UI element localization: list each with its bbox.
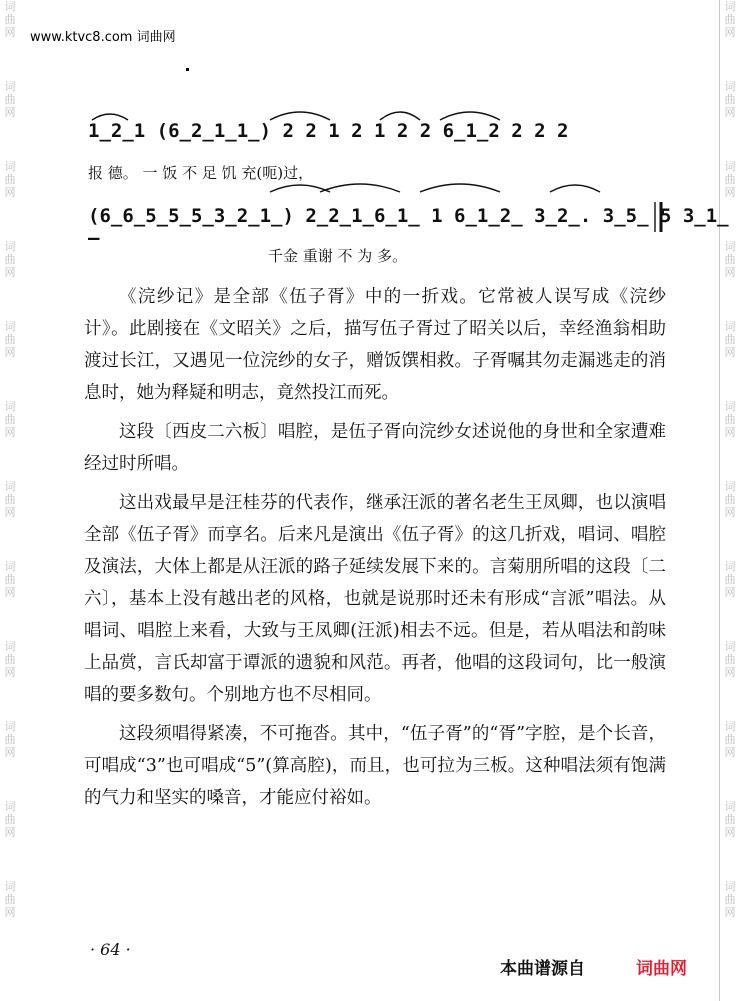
source-label: 本曲谱源自 <box>500 959 585 979</box>
watermark-text: 词曲网 <box>4 480 16 519</box>
score-line-2-notes: (6̲6̲5̲5̲5̲3̲2̲1̲) 2̲2̲1̲6̲1̲ 1 6̲1̲2̲ 3̲2̲. 3̲5̲ 5 3̲1̲ – <box>88 205 729 249</box>
music-score <box>0 0 740 280</box>
watermark-text: 词曲网 <box>4 240 16 279</box>
watermark-text: 词曲网 <box>724 880 736 919</box>
paragraph-4: 这段须唱得紧凑，不可拖沓。其中，“伍子胥”的“胥”字腔，是个长音，可唱成“3”也可唱成“5”(算高腔)，而且，也可拉为三板。这种唱法须有饱满的气力和坚实的嗓音，才能应付裕如。 <box>84 724 666 808</box>
watermark-text: 词曲网 <box>724 400 736 439</box>
watermark-text: 词曲网 <box>724 560 736 599</box>
score-line-2-lyrics: 千金 重谢 不 为 多。 <box>268 247 408 265</box>
watermark-text: 词曲网 <box>724 80 736 119</box>
watermark-text: 词曲网 <box>4 160 16 199</box>
watermark-text: 词曲网 <box>724 0 736 39</box>
paragraph-1: 《浣纱记》是全部《伍子胥》中的一折戏。它常被人误写成《浣纱计》。此剧接在《文昭关》之后，描写伍子胥过了昭关以后，幸经渔翁相助渡过长江，又遇见一位浣纱的女子，赠饭馔相救。子胥嘱其勿走漏逃走的消息时，她为释疑和明志，竟然投江而死。 <box>84 287 666 403</box>
watermark-text: 词曲网 <box>4 320 16 359</box>
site-url: www.ktvc8.com 词曲网 <box>30 30 176 45</box>
site-logo[interactable]: 词曲网 <box>636 959 687 979</box>
watermark-text: 词曲网 <box>724 240 736 279</box>
watermark-text: 词曲网 <box>4 800 16 839</box>
page-number: · 64 · <box>90 940 131 959</box>
watermark-text: 词曲网 <box>4 560 16 599</box>
watermark-text: 词曲网 <box>724 800 736 839</box>
score-line-1-lyrics: 报 德。 一 饭 不 足 饥 充(呃)过， <box>88 164 314 182</box>
watermark-text: 词曲网 <box>4 880 16 919</box>
watermark-text: 词曲网 <box>4 640 16 679</box>
paragraph-2: 这段〔西皮二六板〕唱腔，是伍子胥向浣纱女述说他的身世和全家遭难经过时所唱。 <box>84 422 666 474</box>
watermark-text: 词曲网 <box>4 0 16 39</box>
paragraph-3: 这出戏最早是汪桂芬的代表作，继承汪派的著名老生王凤卿，也以演唱全部《伍子胥》而享名。后来凡是演出《伍子胥》的这几折戏，唱词、唱腔及演法，大体上都是从汪派的路子延续发展下来的。言菊朋所唱的这段〔二六〕，基本上没有越出老的风格，也就是说那时还未有形成“言派”唱法。从唱词、唱腔上来看，大致与王凤卿(汪派)相去不远。但是，若从唱法和韵味上品赏，言氏却富于谭派的遗貌和风范。再者，他唱的这段词句，比一般演唱的要多数句。个别地方也不尽相同。 <box>84 493 666 705</box>
watermark-text: 词曲网 <box>4 400 16 439</box>
article-body <box>84 281 666 821</box>
watermark-text: 词曲网 <box>4 80 16 119</box>
watermark-text: 词曲网 <box>724 720 736 759</box>
watermark-text: 词曲网 <box>724 160 736 199</box>
watermark-text: 词曲网 <box>4 720 16 759</box>
watermark-text: 词曲网 <box>724 640 736 679</box>
watermark-text: 词曲网 <box>724 480 736 519</box>
score-line-1-notes: 1̲2̲1 (6̲2̲1̲1̲) 2 2 1 2 1 2 2 6̲1̲2 2 2 2 <box>88 120 569 142</box>
watermark-text: 词曲网 <box>724 320 736 359</box>
